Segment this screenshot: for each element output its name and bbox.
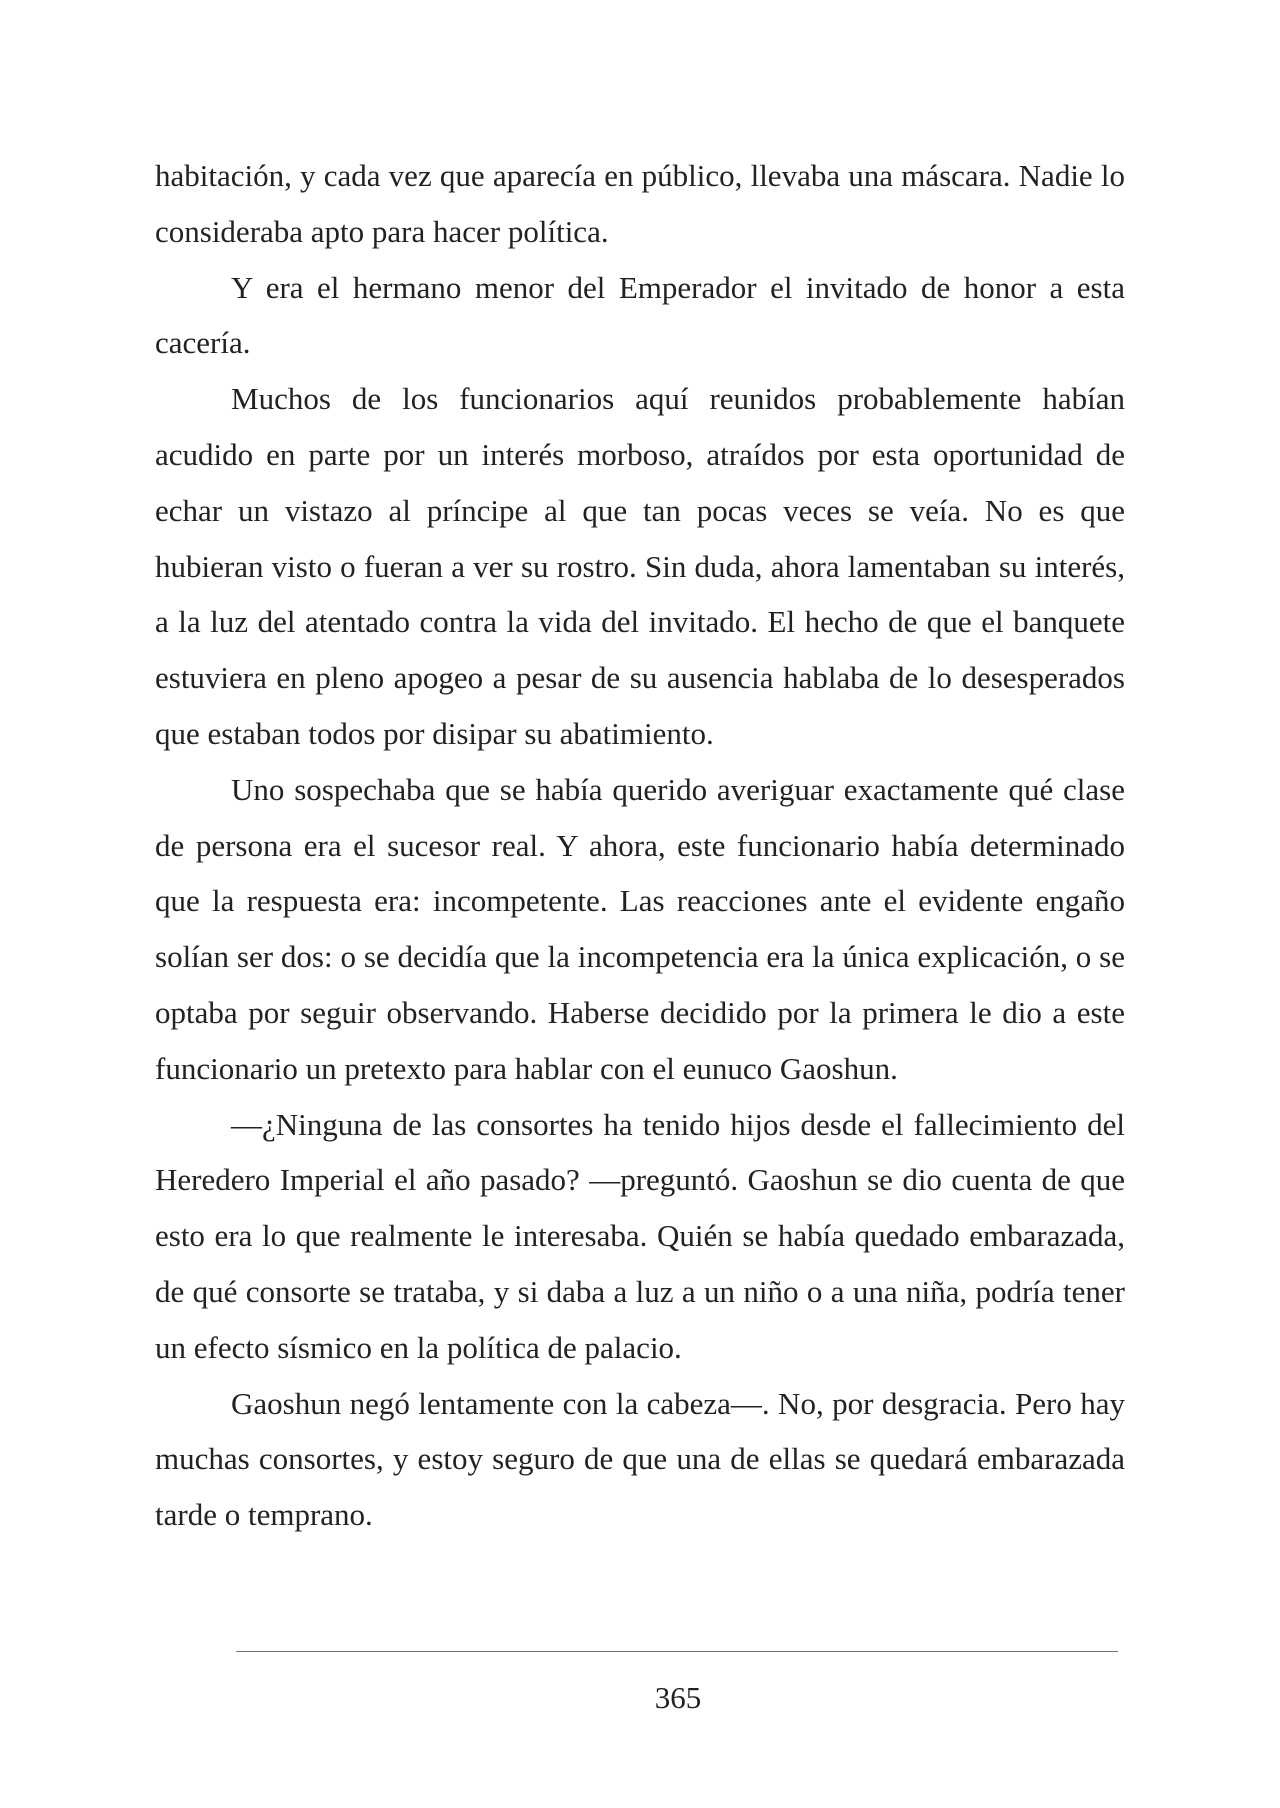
body-text	[155, 148, 1125, 1543]
paragraph: Muchos de los funcionarios aquí reunidos probablemente habían acudido en parte por un interés morboso, atraídos por esta oportunidad de echar un vistazo al príncipe al que tan pocas veces se veía. No es que hubieran visto o fueran a ver su rostro. Sin duda, ahora lamentaban su interés, a la luz del atentado contra la vida del invitado. El hecho de que el banquete estuviera en pleno apogeo a pesar de su ausencia hablaba de lo desesperados que estaban todos por disipar su abatimiento.	[155, 381, 1125, 751]
paragraph-dialogue: Gaoshun negó lentamente con la cabeza—. No, por desgracia. Pero hay muchas consortes, y estoy seguro de que una de ellas se quedará embarazada tarde o temprano.	[155, 1385, 1125, 1533]
paragraph: Y era el hermano menor del Emperador el invitado de honor a esta cacería.	[155, 269, 1125, 361]
paragraph: Uno sospechaba que se había querido averiguar exactamente qué clase de persona era el sucesor real. Y ahora, este funcionario había determinado que la respuesta era: incompetente. Las reacciones ante el evidente engaño solían ser dos: o se decidía que la incompetencia era la única explicación, o se optaba por seguir observando. Haberse decidido por la primera le dio a este funcionario un pretexto para hablar con el eunuco Gaoshun.	[155, 771, 1125, 1086]
footer-divider	[236, 1651, 1118, 1652]
paragraph-dialogue: —¿Ninguna de las consortes ha tenido hijos desde el fallecimiento del Heredero Imperial el año pasado? —preguntó. Gaoshun se dio cuenta de que esto era lo que realmente le interesaba. Quién se había quedado embarazada, de qué consorte se trataba, y si daba a luz a un niño o a una niña, podría tener un efecto sísmico en la política de palacio.	[155, 1106, 1125, 1365]
page-number: 365	[654, 1680, 702, 1715]
paragraph-continuation: habitación, y cada vez que aparecía en público, llevaba una máscara. Nadie lo consideraba apto para hacer política.	[155, 158, 1125, 249]
